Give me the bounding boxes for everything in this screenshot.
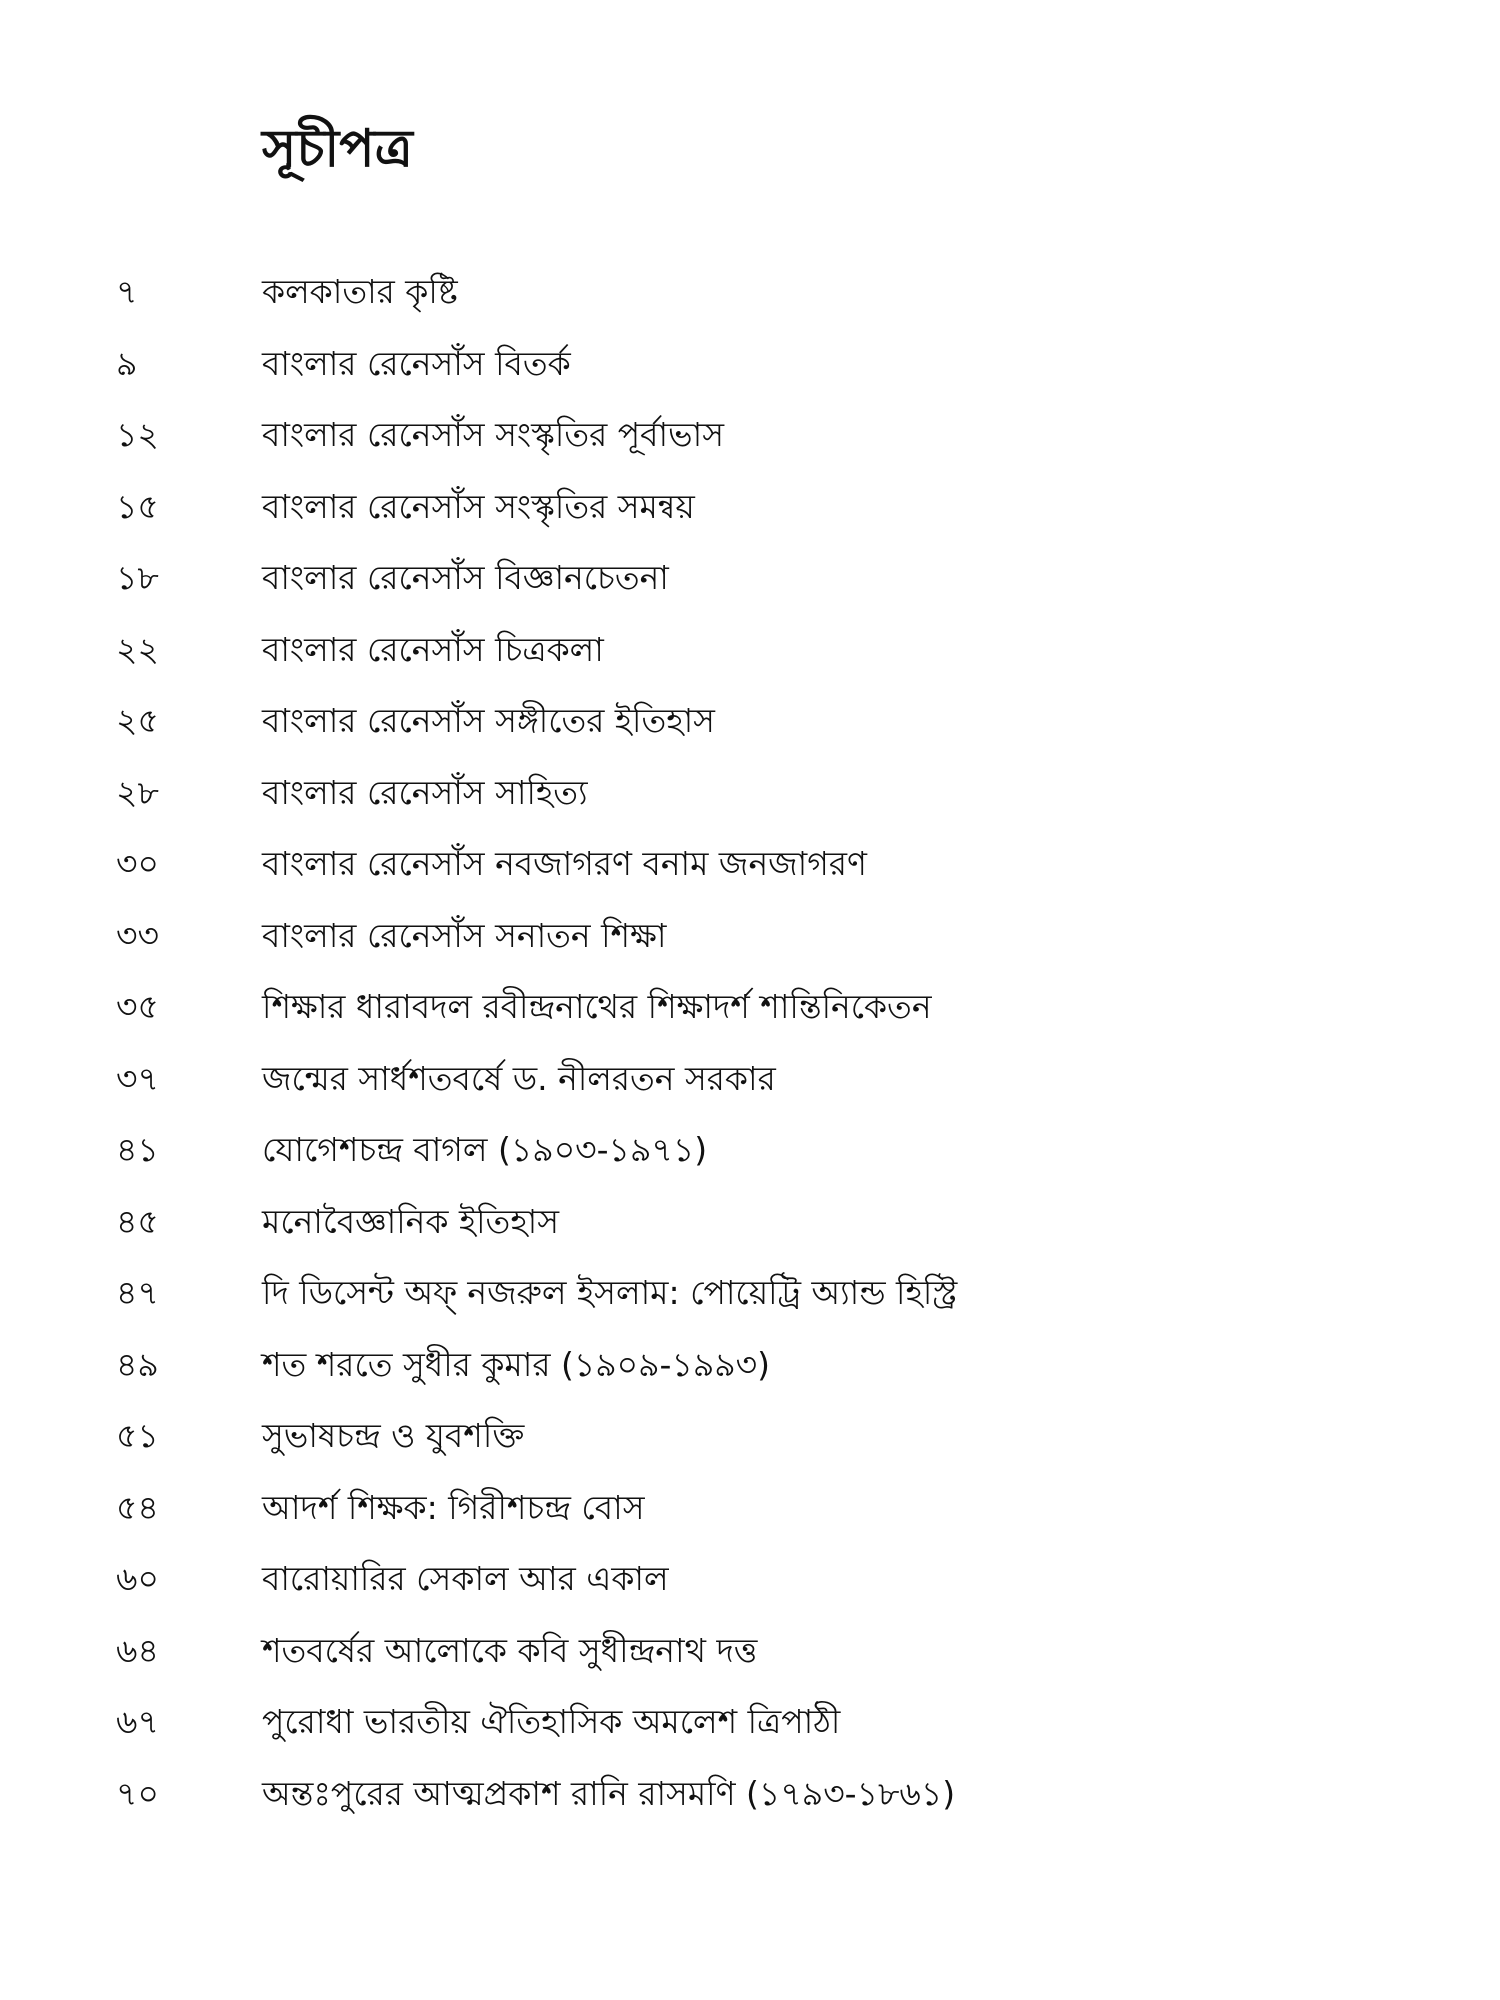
toc-page-number: ৬৪ <box>116 1630 159 1670</box>
toc-page-number: ৪৭ <box>116 1273 159 1312</box>
toc-entry <box>0 906 1500 978</box>
toc-page-number: ১৫ <box>116 486 159 526</box>
toc-entry <box>0 262 1500 334</box>
toc-page-number: ২৮ <box>116 772 159 812</box>
toc-entry-title: যোগেশচন্দ্র বাগল (১৯০৩-১৯৭১) <box>262 1130 708 1169</box>
toc-page-number: ১৮ <box>116 558 159 597</box>
toc-page-number: ৩৫ <box>116 987 159 1026</box>
toc-entry-title: অন্তঃপুরের আত্মপ্রকাশ রানি রাসমণি (১৭৯৩-১৮৬১) <box>262 1773 956 1813</box>
toc-page-number: ৭০ <box>116 1773 159 1813</box>
toc-entry <box>0 1478 1500 1550</box>
toc-page-number: ৭ <box>116 272 138 311</box>
toc-entry-title: বাংলার রেনেসাঁস সনাতন শিক্ষা <box>262 915 667 955</box>
toc-page-number: ৫৪ <box>116 1487 159 1527</box>
toc-page-number: ৩৭ <box>116 1058 159 1098</box>
toc-entry-title: আদর্শ শিক্ষক: গিরীশচন্দ্র বোস <box>262 1487 645 1527</box>
toc-page-number: ১২ <box>116 415 159 454</box>
toc-page-number: ৫১ <box>116 1416 159 1455</box>
toc-entry <box>0 1764 1500 1836</box>
toc-entry <box>0 763 1500 835</box>
toc-page-number: ৩০ <box>116 844 159 883</box>
toc-entry-title: বাংলার রেনেসাঁস চিত্রকলা <box>262 629 604 669</box>
toc-entry <box>0 334 1500 406</box>
toc-entry <box>0 1621 1500 1693</box>
toc-entry-title: সুভাষচন্দ্র ও যুবশক্তি <box>262 1416 525 1455</box>
toc-entry-title: বারোয়ারির সেকাল আর একাল <box>262 1559 669 1598</box>
toc-entry-title: বাংলার রেনেসাঁস সংস্কৃতির পূর্বাভাস <box>262 415 725 454</box>
toc-entry <box>0 1406 1500 1478</box>
toc-entry-title: জন্মের সার্ধশতবর্ষে ড. নীলরতন সরকার <box>262 1058 776 1098</box>
toc-entry-title: শতবর্ষের আলোকে কবি সুধীন্দ্রনাথ দত্ত <box>262 1630 758 1670</box>
toc-entry <box>0 1263 1500 1335</box>
toc-entry <box>0 1549 1500 1621</box>
toc-entry <box>0 477 1500 549</box>
toc-entry-title: বাংলার রেনেসাঁস নবজাগরণ বনাম জনজাগরণ <box>262 844 867 883</box>
toc-entry-title: বাংলার রেনেসাঁস বিতর্ক <box>262 343 571 383</box>
toc-entry <box>0 1120 1500 1192</box>
toc-entry <box>0 1192 1500 1264</box>
toc-entry-title: বাংলার রেনেসাঁস সঙ্গীতের ইতিহাস <box>262 701 715 740</box>
toc-page-number: ৪৫ <box>116 1201 159 1241</box>
toc-page-number: ৪১ <box>116 1130 159 1169</box>
page-title: সূচীপত্র <box>262 119 413 179</box>
toc-entry-title: পুরোধা ভারতীয় ঐতিহাসিক অমলেশ ত্রিপাঠী <box>262 1702 841 1741</box>
toc-page-number: ৩৩ <box>116 915 159 955</box>
toc-entry-title: বাংলার রেনেসাঁস বিজ্ঞানচেতনা <box>262 558 669 597</box>
toc-page-number: ৬৭ <box>116 1702 159 1741</box>
toc-page-number: ২২ <box>116 629 159 669</box>
toc-page-number: ৬০ <box>116 1559 159 1598</box>
toc-page-number: ৯ <box>116 343 138 383</box>
toc-entry <box>0 620 1500 692</box>
toc-list <box>0 262 1500 1835</box>
toc-entry <box>0 1049 1500 1121</box>
toc-entry-title: শত শরতে সুধীর কুমার (১৯০৯-১৯৯৩) <box>262 1344 771 1384</box>
toc-entry <box>0 1335 1500 1407</box>
toc-entry-title: মনোবৈজ্ঞানিক ইতিহাস <box>262 1201 560 1241</box>
toc-entry <box>0 405 1500 477</box>
toc-entry-title: বাংলার রেনেসাঁস সংস্কৃতির সমন্বয় <box>262 486 695 526</box>
toc-entry <box>0 1692 1500 1764</box>
toc-entry <box>0 691 1500 763</box>
toc-entry-title: কলকাতার কৃষ্টি <box>262 272 458 311</box>
toc-entry-title: বাংলার রেনেসাঁস সাহিত্য <box>262 772 588 812</box>
toc-entry <box>0 834 1500 906</box>
toc-page-number: ২৫ <box>116 701 159 740</box>
toc-entry <box>0 548 1500 620</box>
toc-entry-title: শিক্ষার ধারাবদল রবীন্দ্রনাথের শিক্ষাদর্শ শান্তিনিকেতন <box>262 987 932 1026</box>
toc-entry-title: দি ডিসেন্ট অফ্ নজরুল ইসলাম: পোয়েট্রি অ্যান্ড হিস্ট্রি <box>262 1273 958 1312</box>
toc-entry <box>0 977 1500 1049</box>
toc-page-number: ৪৯ <box>116 1344 159 1384</box>
